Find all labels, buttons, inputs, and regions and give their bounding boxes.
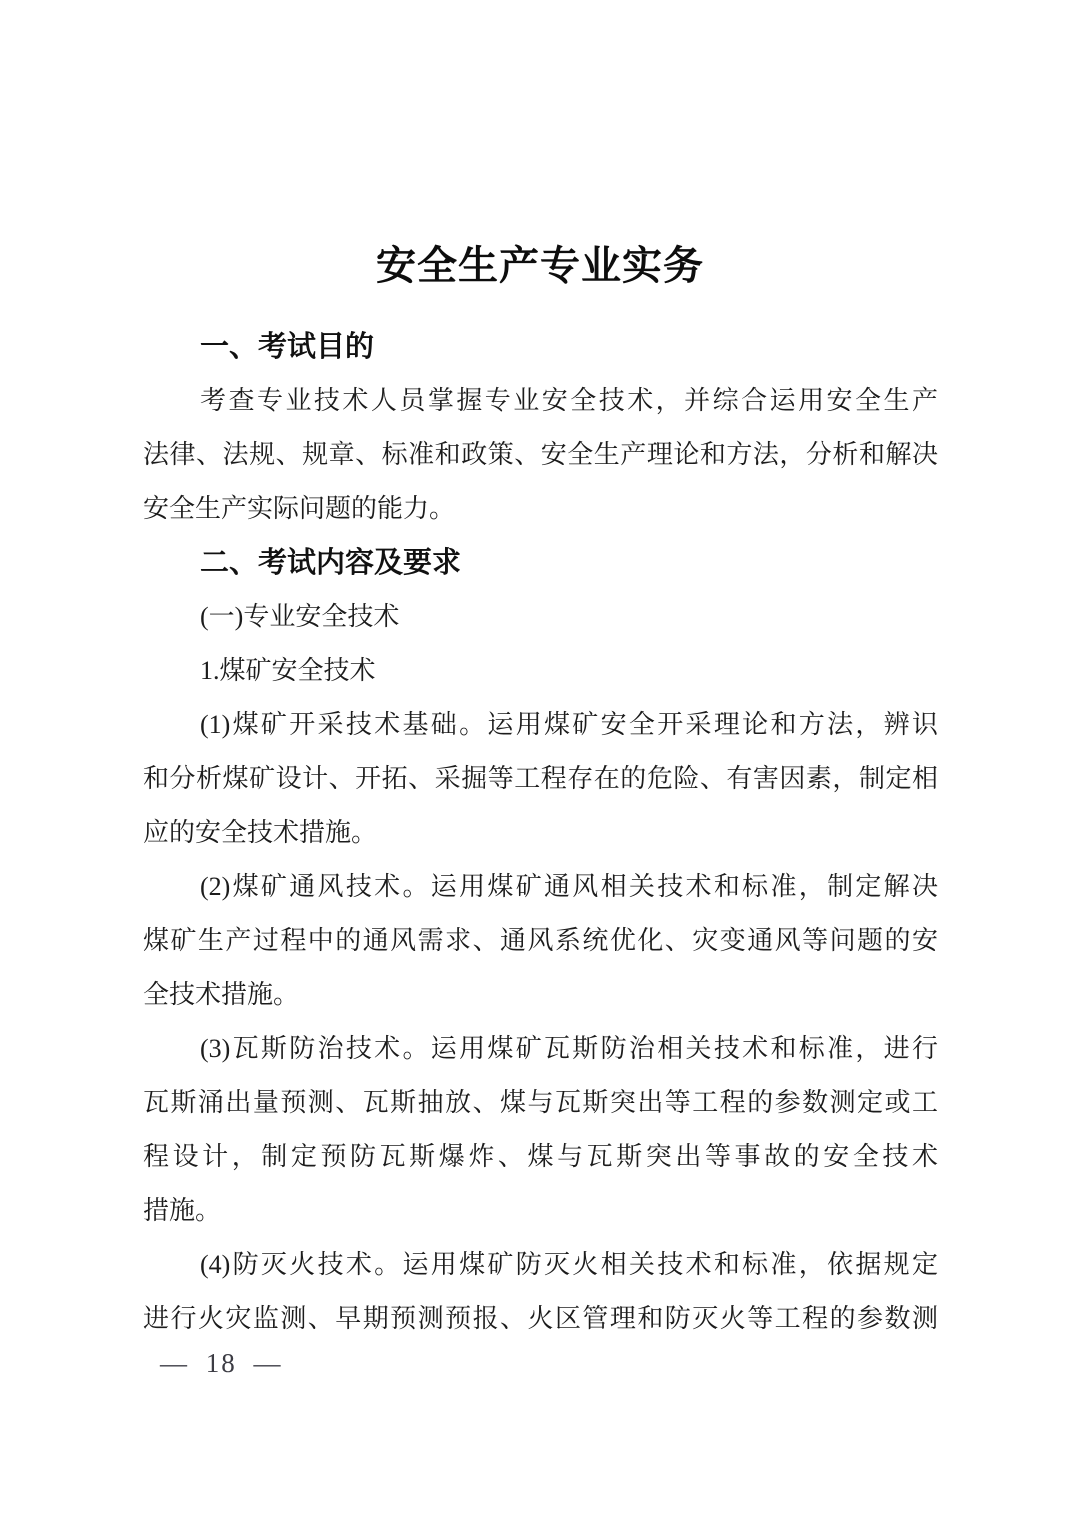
text-line: 考查专业技术人员掌握专业安全技术，并综合运用安全生产 [200,386,938,415]
subsection-heading: (一)专业安全技术 [200,602,400,631]
document-body [143,320,938,1346]
text-line: 程设计，制定预防瓦斯爆炸、煤与瓦斯突出等事故的安全技术 [143,1142,938,1171]
text-line: 全技术措施。 [143,980,300,1009]
text-line: (1)煤矿开采技术基础。运用煤矿安全开采理论和方法，辨识 [200,710,938,739]
text-line: (4)防灭火技术。运用煤矿防灭火相关技术和标准，依据规定 [200,1250,938,1279]
text-line: 措施。 [143,1196,222,1225]
text-line: 进行火灾监测、早期预测预报、火区管理和防灭火等工程的参数测 [143,1304,938,1333]
list-item-heading: 1.煤矿安全技术 [200,656,376,685]
text-line: (3)瓦斯防治技术。运用煤矿瓦斯防治相关技术和标准，进行 [200,1034,938,1063]
text-line: 法律、法规、规章、标准和政策、安全生产理论和方法，分析和解决 [143,440,938,469]
text-line: (2)煤矿通风技术。运用煤矿通风相关技术和标准，制定解决 [200,872,938,901]
text-line: 安全生产实际问题的能力。 [143,494,456,523]
text-line: 和分析煤矿设计、开拓、采掘等工程存在的危险、有害因素，制定相 [143,764,938,793]
text-line: 煤矿生产过程中的通风需求、通风系统优化、灾变通风等问题的安 [143,926,938,955]
text-line: 应的安全技术措施。 [143,818,378,847]
section-heading-1: 一、考试目的 [200,331,375,363]
section-heading-2: 二、考试内容及要求 [200,547,462,579]
text-line: 瓦斯涌出量预测、瓦斯抽放、煤与瓦斯突出等工程的参数测定或工 [143,1088,938,1117]
document-title: 安全生产专业实务 [376,244,704,288]
page-number: — 18 — [160,1348,283,1378]
